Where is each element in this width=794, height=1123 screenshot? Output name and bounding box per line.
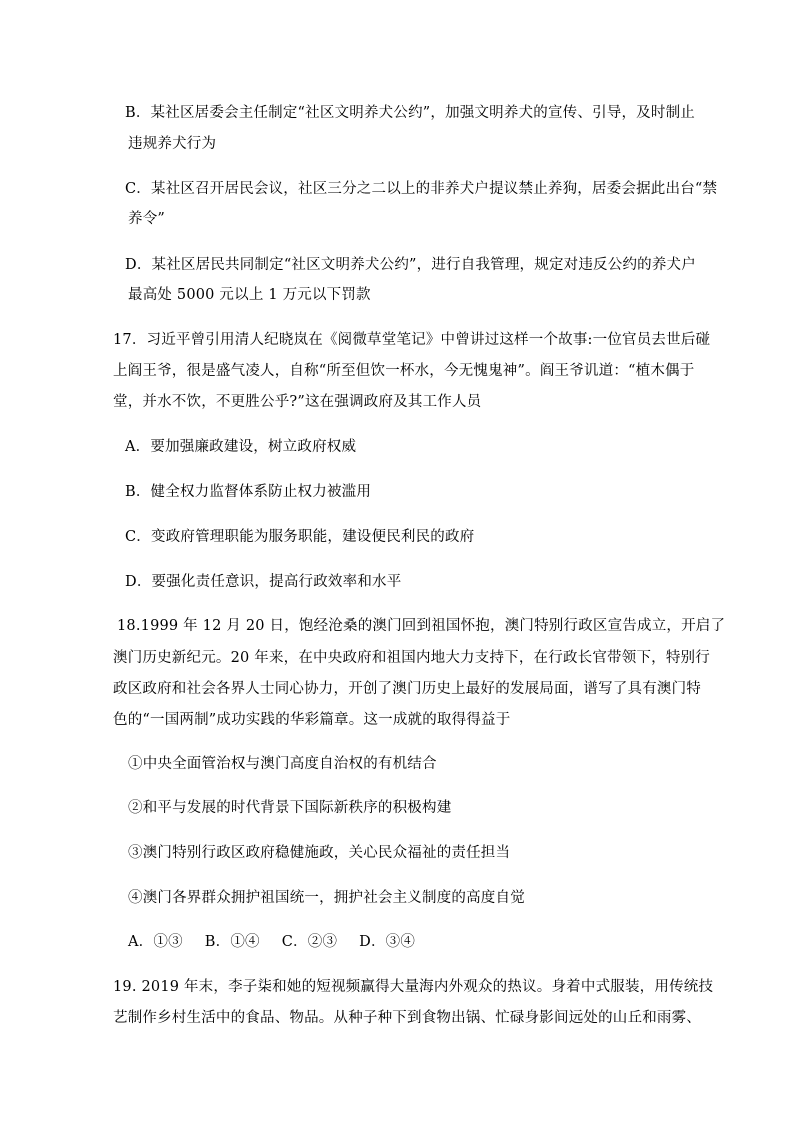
q19-stem-line1: 19. 2019 年末，李子柒和她的短视频赢得大量海内外观众的热议。身着中式服装，用传统技 xyxy=(113,979,714,995)
q18-answer-b: B．①④ xyxy=(204,934,260,950)
q17-stem-line2: 上阎王爷，很是盛气凌人，自称“所至但饮一杯水，今无愧鬼神”。阎王爷讥道：“植木偶于 xyxy=(113,363,695,379)
q18-item-2: ②和平与发展的时代背景下国际新秩序的积极构建 xyxy=(128,800,452,816)
q16-option-c-line1: C．某社区召开居民会议，社区三分之二以上的非养犬户提议禁止养狗，居委会据此出台“禁 xyxy=(125,181,718,197)
q18-answer-d: D．③④ xyxy=(359,934,416,950)
q18-item-3: ③澳门特别行政区政府稳健施政，关心民众福祉的责任担当 xyxy=(128,845,511,861)
q18-answer-c: C．②③ xyxy=(281,934,338,950)
q16-option-d-line1: D．某社区居民共同制定“社区文明养犬公约”，进行自我管理，规定对违反公约的养犬户 xyxy=(125,257,696,273)
q18-stem-line1: 18.1999 年 12 月 20 日，饱经沧桑的澳门回到祖国怀抱，澳门特别行政区宣告成立，开启了 xyxy=(117,618,726,634)
q19-stem-line2: 艺制作乡村生活中的食品、物品。从种子种下到食物出锅、忙碌身影间远处的山丘和雨雾、 xyxy=(113,1010,701,1026)
q18-item-4: ④澳门各界群众拥护祖国统一，拥护社会主义制度的高度自觉 xyxy=(128,890,525,906)
q17-option-c: C．变政府管理职能为服务职能，建设便民利民的政府 xyxy=(125,529,475,545)
q16-option-c-line2: 养令” xyxy=(128,211,166,227)
q16-option-d-line2: 最高处 5000 元以上 1 万元以下罚款 xyxy=(128,287,371,303)
q18-item-1: ①中央全面管治权与澳门高度自治权的有机结合 xyxy=(128,756,437,772)
q16-option-b-line2: 违规养犬行为 xyxy=(128,136,217,152)
q17-option-b: B．健全权力监督体系防止权力被滥用 xyxy=(125,484,372,500)
q17-option-a: A．要加强廉政建设，树立政府权威 xyxy=(125,439,357,455)
q17-stem-line3: 堂，并水不饮，不更胜公乎?”这在强调政府及其工作人员 xyxy=(113,394,482,410)
q17-stem-line1: 17．习近平曾引用清人纪晓岚在《阅微草堂笔记》中曾讲过这样一个故事:一位官员去世后碰 xyxy=(113,332,711,348)
q18-stem-line2: 澳门历史新纪元。20 年来，在中央政府和祖国内地大力支持下，在行政长官带领下，特别行 xyxy=(113,650,710,666)
q18-stem-line3: 政区政府和社会各界人士同心协力，开创了澳门历史上最好的发展局面，谱写了具有澳门特 xyxy=(113,681,701,697)
q17-option-d: D．要强化责任意识，提高行政效率和水平 xyxy=(125,574,402,590)
q18-stem-line4: 色的“一国两制”成功实践的华彩篇章。这一成就的取得得益于 xyxy=(113,712,511,728)
q18-answer-a: A．①③ xyxy=(128,934,183,950)
q18-answer-choices xyxy=(128,932,437,952)
q16-option-b-line1: B．某社区居委会主任制定“社区文明养犬公约”，加强文明养犬的宣传、引导，及时制止 xyxy=(125,105,695,121)
